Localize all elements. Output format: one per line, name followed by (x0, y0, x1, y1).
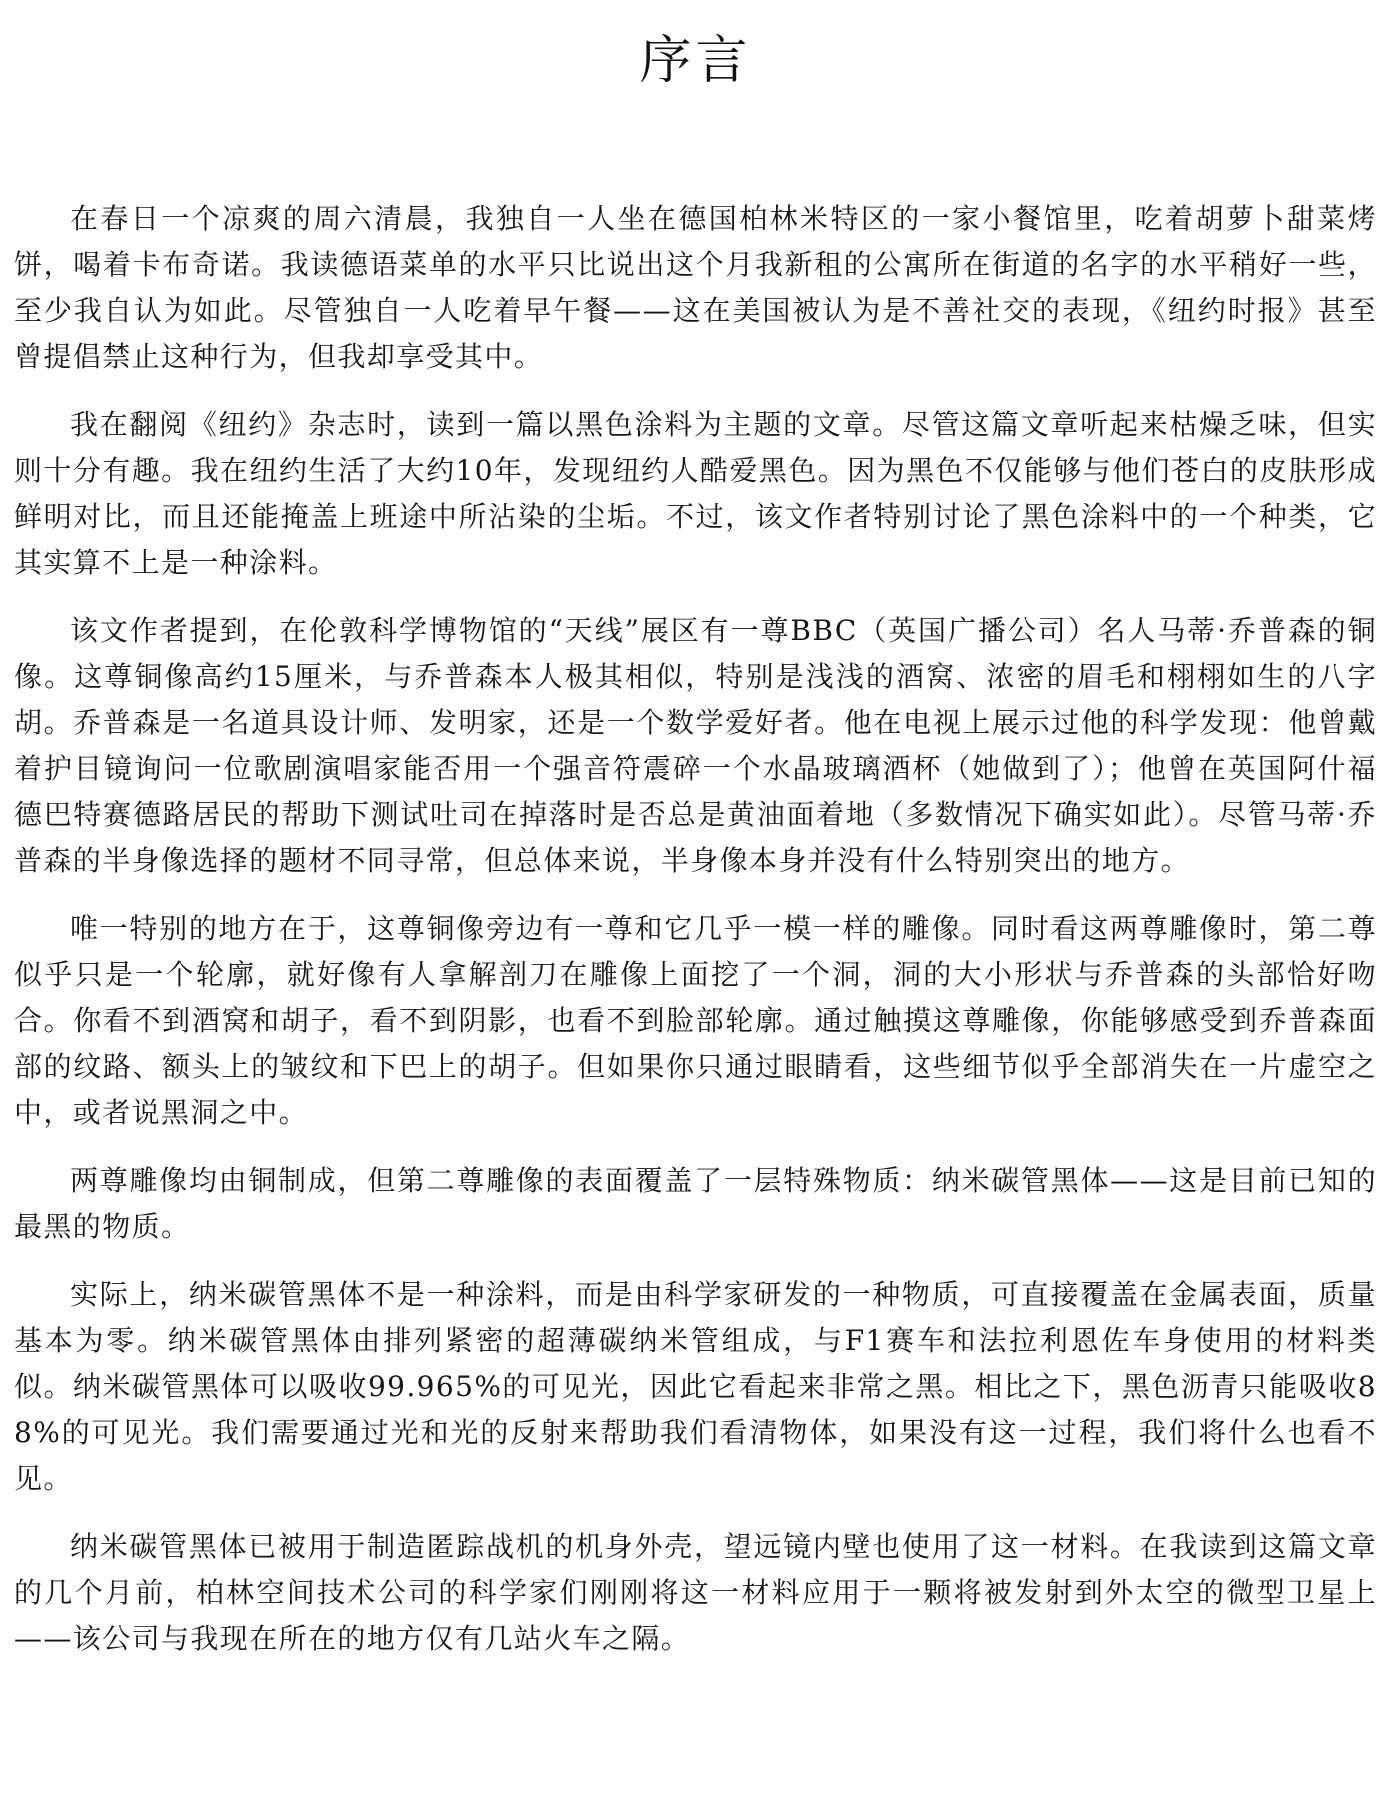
paragraph-6: 实际上，纳米碳管黑体不是一种涂料，而是由科学家研发的一种物质，可直接覆盖在金属表面，质量基本为零。纳米碳管黑体由排列紧密的超薄碳纳米管组成，与F1赛车和法拉利恩佐车身使用的材料类似。纳米碳管黑体可以吸收99.965%的可见光，因此它看起来非常之黑。相比之下，黑色沥青只能吸收88%的可见光。我们需要通过光和光的反射来帮助我们看清物体，如果没有这一过程，我们将什么也看不见。 (14, 1278, 1377, 1495)
paragraph-1: 在春日一个凉爽的周六清晨，我独自一人坐在德国柏林米特区的一家小餐馆里，吃着胡萝卜甜菜烤饼，喝着卡布奇诺。我读德语菜单的水平只比说出这个月我新租的公寓所在街道的名字的水平稍好一些，至少我自认为如此。尽管独自一人吃着早午餐——这在美国被认为是不善社交的表现，《纽约时报》甚至曾提倡禁止这种行为，但我却享受其中。 (14, 202, 1377, 373)
paragraph-3: 该文作者提到，在伦敦科学博物馆的“天线”展区有一尊BBC（英国广播公司）名人马蒂·乔普森的铜像。这尊铜像高约15厘米，与乔普森本人极其相似，特别是浅浅的酒窝、浓密的眉毛和栩栩如生的八字胡。乔普森是一名道具设计师、发明家，还是一个数学爱好者。他在电视上展示过他的科学发现：他曾戴着护目镜询问一位歌剧演唱家能否用一个强音符震碎一个水晶玻璃酒杯（她做到了）；他曾在英国阿什福德巴特赛德路居民的帮助下测试吐司在掉落时是否总是黄油面着地（多数情况下确实如此）。尽管马蒂·乔普森的半身像选择的题材不同寻常，但总体来说，半身像本身并没有什么特别突出的地方。 (14, 614, 1377, 877)
paragraph-7: 纳米碳管黑体已被用于制造匿踪战机的机身外壳，望远镜内壁也使用了这一材料。在我读到这篇文章的几个月前，柏林空间技术公司的科学家们刚刚将这一材料应用于一颗将被发射到外太空的微型卫星上——该公司与我现在所在的地方仅有几站火车之隔。 (14, 1530, 1377, 1655)
paragraph-2: 我在翻阅《纽约》杂志时，读到一篇以黑色涂料为主题的文章。尽管这篇文章听起来枯燥乏味，但实则十分有趣。我在纽约生活了大约10年，发现纽约人酷爱黑色。因为黑色不仅能够与他们苍白的皮肤形成鲜明对比，而且还能掩盖上班途中所沾染的尘垢。不过，该文作者特别讨论了黑色涂料中的一个种类，它其实算不上是一种涂料。 (14, 408, 1377, 579)
page-title: 序言 (639, 31, 752, 91)
document-body (14, 196, 1377, 1684)
paragraph-5: 两尊雕像均由铜制成，但第二尊雕像的表面覆盖了一层特殊物质：纳米碳管黑体——这是目前已知的最黑的物质。 (14, 1164, 1377, 1243)
paragraph-4: 唯一特别的地方在于，这尊铜像旁边有一尊和它几乎一模一样的雕像。同时看这两尊雕像时，第二尊似乎只是一个轮廓，就好像有人拿解剖刀在雕像上面挖了一个洞，洞的大小形状与乔普森的头部恰好吻合。你看不到酒窝和胡子，看不到阴影，也看不到脸部轮廓。通过触摸这尊雕像，你能够感受到乔普森面部的纹路、额头上的皱纹和下巴上的胡子。但如果你只通过眼睛看，这些细节似乎全部消失在一片虚空之中，或者说黑洞之中。 (14, 912, 1377, 1129)
